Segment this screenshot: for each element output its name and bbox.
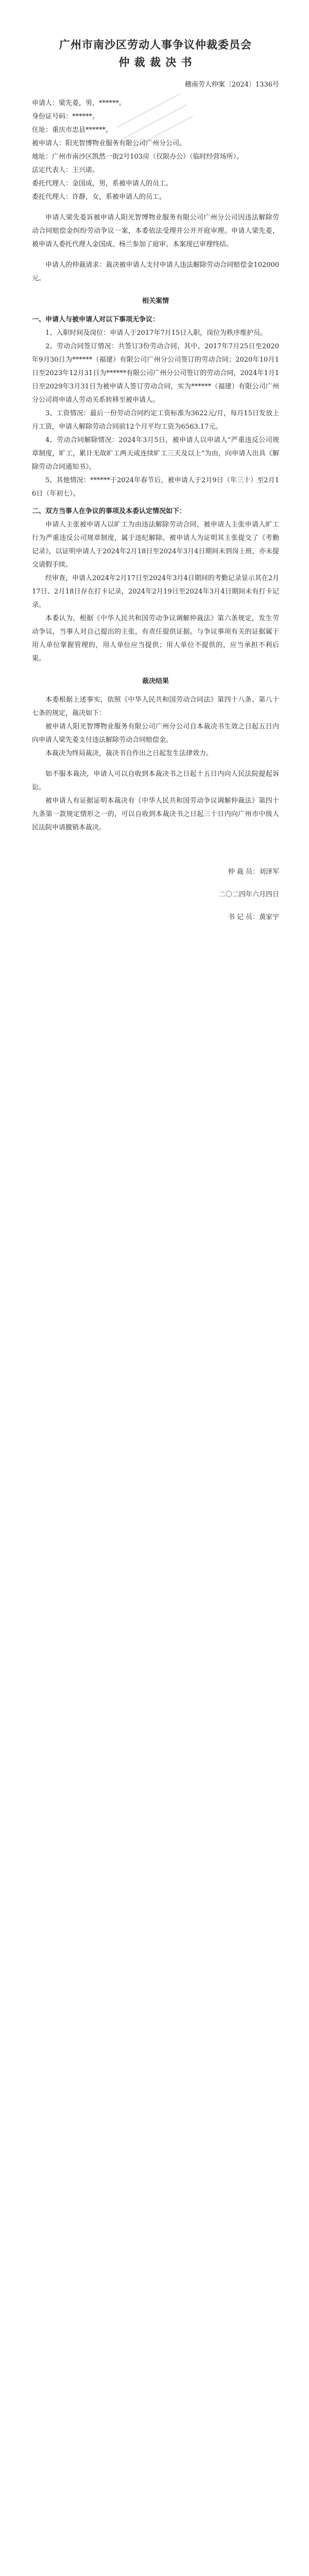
contested-paragraph: 申请人主张被申请人以旷工为由违法解除劳动合同，被申请人主张申请人旷工行为严重违反公司规章制度，属于违纪解除。被申请人为证明其主张提交了《考勤记录》，以证明申请人于2024年2月18日至2024年3月4日期间未到岗上班，亦未提交请假手续。 [32,521,279,569]
party-line: 住址：重庆市忠县******。 [32,126,113,134]
uncontested-heading: 一、申请人与被申请人对以下事项无争议： [32,316,160,324]
appeal-paragraph: 被申请人有证据证明本裁决有《中华人民共和国劳动争议调解仲裁法》第四十九条第一款规定情形之一的，可以自收到本裁决书之日起三十日内向广州市中级人民法院申请撤销本裁决。 [32,797,279,832]
party-line: 身份证号码：******。 [32,113,99,121]
contested-heading: 二、双方当事人在争议的事项及本委认定情况如下： [32,507,186,515]
appeal-paragraph: 如不服本裁决，申请人可以自收到本裁决书之日起十五日内向人民法院提起诉讼。 [32,770,279,791]
issuing-authority: 广州市南沙区劳动人事争议仲裁委员会 [59,38,252,51]
party-line: 被申请人：阳光智博物业服务有限公司广州分公司。 [32,140,186,147]
clerk-signature: 书 记 员：黄家宇 [228,913,279,921]
contested-paragraph: 经审查，申请人2024年2月17日至2024年3月4日期间的考勤记录显示其在2月17日、2月18日存在打卡记录，2024年2月19日至2024年3月4日期间未有打卡记录。 [32,574,279,609]
fact-paragraph: 4、劳动合同解除情况：2024年3月5日，被申请人以申请人“严重违反公司规章制度，旷工，累计无故旷工两天或连续旷工三天及以上”为由，向申请人出具《解除劳动合同通知书》。 [32,436,279,471]
claim-paragraph: 申请人的仲裁请求：裁决被申请人支付申请人违法解除劳动合同赔偿金102000元。 [32,261,279,282]
fact-paragraph: 3、工资情况：最后一份劳动合同约定工资标准为3622元/月，每月15日发放上月工资，申请人解除劳动合同前12个月平均工资为6563.17元。 [32,410,279,431]
fact-paragraph: 5、其他情况：******于2024年春节后，被申请人于2月9日（年三十）至2月16日（年初七）。 [32,477,279,498]
ruling-paragraph: 被申请人阳光智博物业服务有限公司广州分公司自本裁决书生效之日起五日内向申请人梁先菱支付违法解除劳动合同赔偿金。 [32,723,279,744]
fact-paragraph: 2、劳动合同签订情况：共签订3份劳动合同，其中，2017年7月25日至2020年9月30日为******（福建）有限公司广州分公司签订的劳动合同；2020年10月1日至2023年12月31日为******有限公司广州分公司签订的劳动合同，2024年1月1日至2029年3月31日为被申请人签订劳动合同，实为******（福建）有限公司广州分公司将申请人劳动关系转移至被申请人。 [32,343,279,404]
party-line: 委托代理人：金国成，男，系被申请人的员工。 [32,180,173,188]
document-type-title: 仲 裁 裁 决 书 [118,56,193,69]
arbitrator-signature: 仲 裁 员：刘泽军 [228,868,279,876]
intro-paragraph: 申请人梁先菱诉被申请人阳光智博物业服务有限公司广州分公司因违法解除劳动合同赔偿金纠纷劳动争议一案，本委依法受理并公开开庭审理。申请人梁先菱，被申请人委托代理人金国成、杨兰参加了庭审。本案现已审理终结。 [32,214,279,248]
facts-heading: 相关案情 [142,297,169,305]
ruling-paragraph: 本裁决为终局裁决，裁决书自作出之日起发生法律效力。 [45,750,213,757]
party-line: 委托代理人：许静，女，系被申请人的员工。 [32,193,166,201]
party-line: 地址：广州市南沙区凯然一街2号103房（仅限办公）（临时经营场所）。 [32,153,244,161]
award-date: 二〇二四年六月四日 [218,891,279,899]
signature-block [32,866,279,924]
party-line: 申请人：梁先菱，男，******。 [32,99,126,107]
case-number: 穗南劳人仲案〔2024〕1336号 [184,81,279,89]
ruling-heading: 裁决结果 [142,677,169,685]
contested-paragraph: 本委认为，根据《中华人民共和国劳动争议调解仲裁法》第六条规定，发生劳动争议，当事人对自己提出的主张，有责任提供证据。与争议事项有关的证据属于用人单位掌握管理的，用人单位应当提供；用人单位不提供的，应当承担不利后果。 [32,615,279,663]
fact-paragraph: 1、入职时间及岗位：申请人于2017年7月15日入职，岗位为秩序维护员。 [45,329,267,337]
ruling-paragraph: 本委根据上述事实，依照《中华人民共和国劳动合同法》第四十八条、第八十七条的规定，裁决如下： [32,696,279,717]
party-line: 法定代表人：王兴诺。 [32,166,99,174]
